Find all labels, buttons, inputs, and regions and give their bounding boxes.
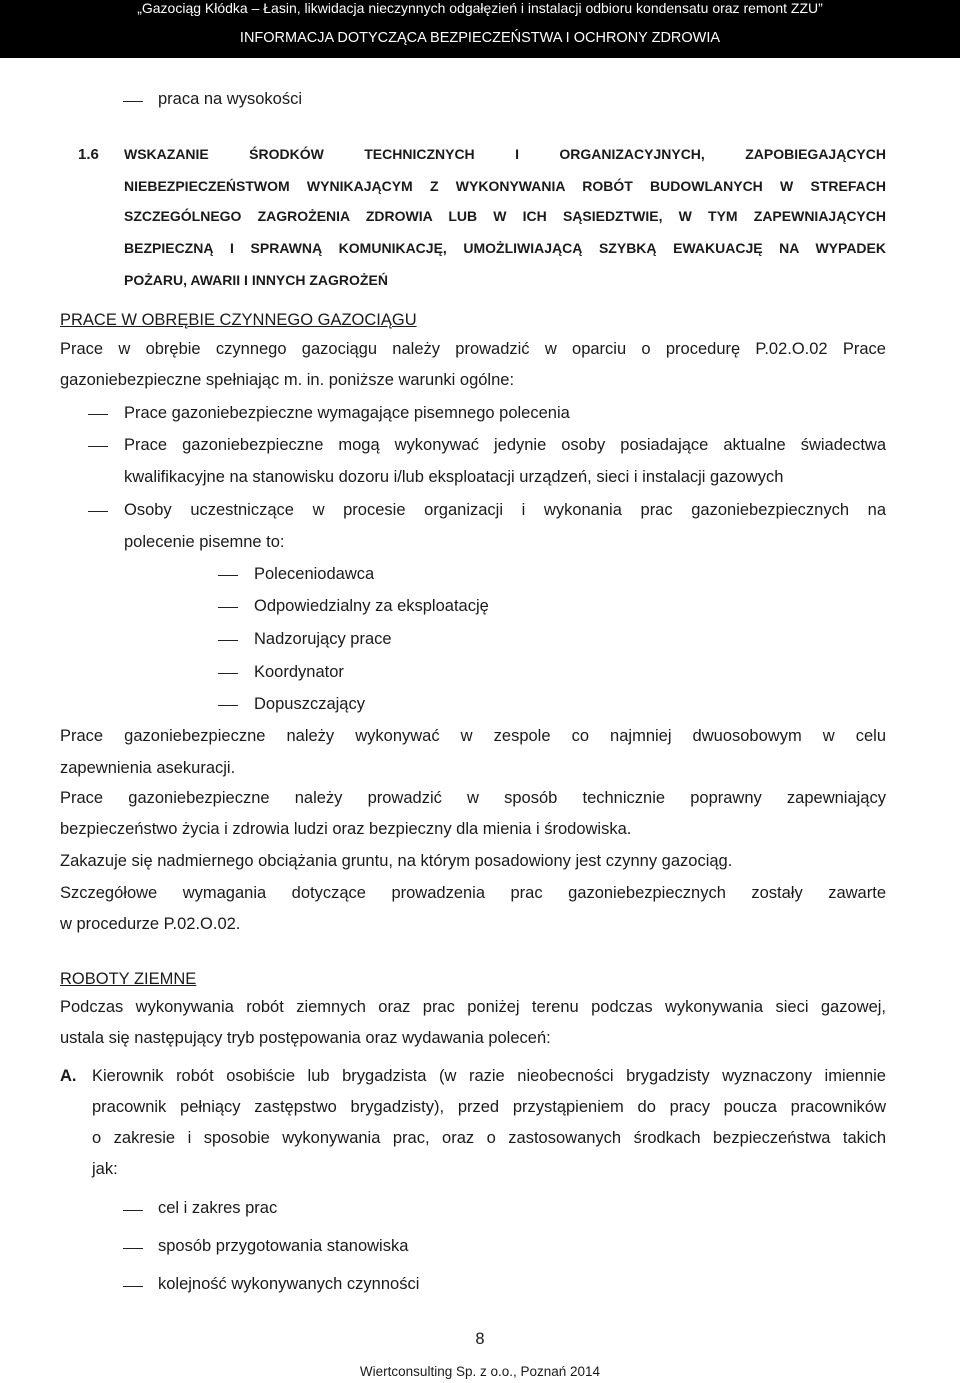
dash-bullet (88, 446, 108, 447)
dash-bullet (123, 1286, 143, 1287)
list-item: praca na wysokości (158, 90, 302, 108)
page-number: 8 (475, 1330, 485, 1348)
footer-company: Wiertconsulting Sp. z o.o., Poznań 2014 (359, 1364, 601, 1379)
item-label-a: A. (60, 1067, 77, 1085)
list-item: Prace gazoniebezpieczne wymagające pisemnego polecenia (124, 404, 570, 422)
paragraph-line: Prace gazoniebezpieczne należy wykonywać w zespole co najmniej dwuosobowym w celu (60, 727, 886, 745)
dash-bullet (123, 101, 143, 102)
role-item: Poleceniodawca (254, 565, 375, 583)
dash-bullet (218, 673, 238, 674)
section-heading-line: NIEBEZPIECZEŃSTWOM WYNIKAJĄCYM Z WYKONYWANIA ROBÓT BUDOWLANYCH W STREFACH (124, 178, 886, 194)
paragraph-line: gazoniebezpieczne spełniając m. in. poniższe warunki ogólne: (60, 371, 515, 389)
paragraph-line: Prace w obrębie czynnego gazociągu należy prowadzić w oparciu o procedurę P.02.O.02 Prace (60, 340, 886, 358)
paragraph-line: Szczegółowe wymagania dotyczące prowadzenia prac gazoniebezpiecznych zostały zawarte (60, 884, 886, 902)
list-item: Osoby uczestniczące w procesie organizacji i wykonania prac gazoniebezpiecznych na (124, 501, 886, 519)
document-title: „Gazociąg Kłódka – Łasin, likwidacja nieczynnych odgałęzień i instalacji odbioru kondensatu oraz remont ZZU” (137, 0, 823, 16)
paragraph-line: zapewnienia asekuracji. (60, 759, 236, 777)
list-item-continued: kwalifikacyjne na stanowisku dozoru i/lub eksploatacji urządzeń, sieci i instalacji gazowych (124, 468, 784, 486)
paragraph-line: pracownik pełniący zastępstwo brygadzisty), przed przystąpieniem do pracy poucza pracowników (92, 1098, 886, 1116)
list-item: cel i zakres prac (158, 1199, 278, 1217)
paragraph-line: Zakazuje się nadmiernego obciążania gruntu, na którym posadowiony jest czynny gazociąg. (60, 852, 733, 870)
section-heading-line: POŻARU, AWARII I INNYCH ZAGROŻEŃ (124, 272, 388, 288)
section-number: 1.6 (78, 146, 99, 163)
dash-bullet (218, 640, 238, 641)
paragraph-line: o zakresie i sposobie wykonywania prac, oraz o zastosowanych środkach bezpieczeństwa takich (92, 1129, 886, 1147)
list-item: Prace gazoniebezpieczne mogą wykonywać jedynie osoby posiadające aktualne świadectwa (124, 436, 886, 454)
role-item: Dopuszczający (254, 695, 365, 713)
dash-bullet (123, 1248, 143, 1249)
dash-bullet (88, 414, 108, 415)
dash-bullet (123, 1210, 143, 1211)
gas-section-title: PRACE W OBRĘBIE CZYNNEGO GAZOCIĄGU (60, 311, 417, 329)
dash-bullet (218, 705, 238, 706)
earth-section-title: ROBOTY ZIEMNE (60, 970, 197, 988)
document-subtitle: INFORMACJA DOTYCZĄCA BEZPIECZEŃSTWA I OCHRONY ZDROWIA (239, 30, 721, 46)
list-item-continued: polecenie pisemne to: (124, 533, 285, 551)
paragraph-line: ustala się następujący tryb postępowania oraz wydawania poleceń: (60, 1029, 551, 1047)
paragraph-line: Prace gazoniebezpieczne należy prowadzić w sposób technicznie poprawny zapewniający (60, 789, 886, 807)
role-item: Odpowiedzialny za eksploatację (254, 597, 489, 615)
dash-bullet (218, 607, 238, 608)
paragraph-line: Podczas wykonywania robót ziemnych oraz prac poniżej terenu podczas wykonywania sieci gazowej, (60, 998, 886, 1016)
paragraph-line: jak: (92, 1160, 118, 1178)
list-item: sposób przygotowania stanowiska (158, 1237, 409, 1255)
paragraph-line: w procedurze P.02.O.02. (60, 915, 241, 933)
dash-bullet (218, 575, 238, 576)
section-heading-line: BEZPIECZNĄ I SPRAWNĄ KOMUNIKACJĘ, UMOŻLIWIAJĄCĄ SZYBKĄ EWAKUACJĘ NA WYPADEK (124, 240, 886, 256)
section-heading-line: WSKAZANIE ŚRODKÓW TECHNICZNYCH I ORGANIZACYJNYCH, ZAPOBIEGAJĄCYCH (124, 146, 886, 162)
role-item: Nadzorujący prace (254, 630, 392, 648)
list-item: kolejność wykonywanych czynności (158, 1275, 420, 1293)
dash-bullet (88, 511, 108, 512)
section-heading-line: SZCZEGÓLNEGO ZAGROŻENIA ZDROWIA LUB W ICH SĄSIEDZTWIE, W TYM ZAPEWNIAJĄCYCH (124, 208, 886, 224)
role-item: Koordynator (254, 663, 344, 681)
paragraph-line: bezpieczeństwo życia i zdrowia ludzi oraz bezpieczny dla mienia i środowiska. (60, 820, 632, 838)
paragraph-line: Kierownik robót osobiście lub brygadzista (w razie nieobecności brygadzisty wyznaczony imiennie (92, 1067, 886, 1085)
